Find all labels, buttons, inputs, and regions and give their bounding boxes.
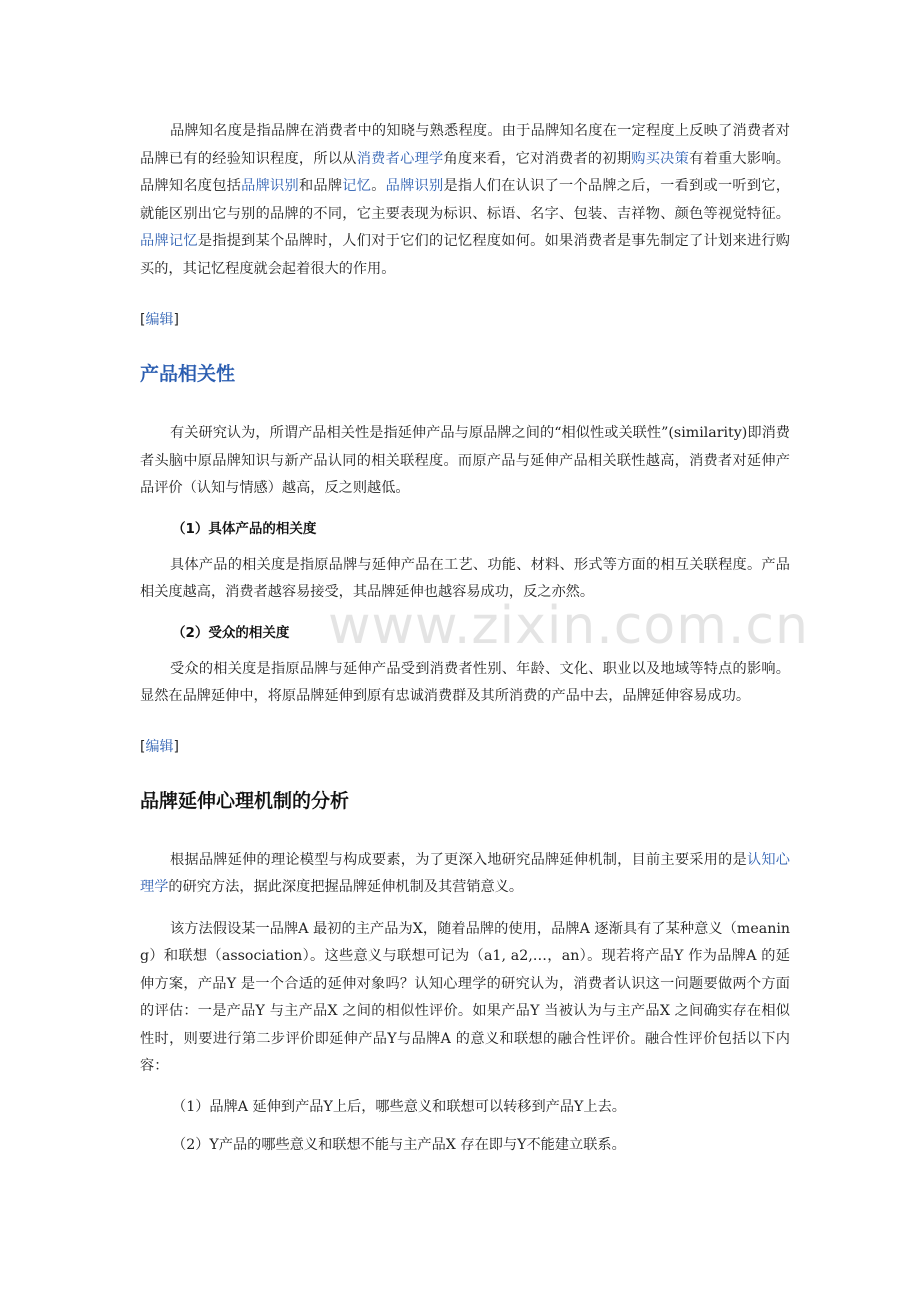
list-item-1: （1）品牌A 延伸到产品Y上后，哪些意义和联想可以转移到产品Y上去。 [172, 1098, 626, 1115]
section-title-product-relevance: 产品相关性 [140, 363, 236, 385]
paragraph-relevance-intro: 有关研究认为，所谓产品相关性是指延伸产品与原品牌之间的“相似性或关联性”(similarity)即消费者头脑中原品牌知识与新产品认同的相关联程度。而原产品与延伸产品相关联性越高，消费者对延伸产品评价（认知与情感）越高，反之则越低。 [140, 425, 790, 496]
link-memory[interactable]: 记忆 [342, 178, 372, 194]
edit-button-2[interactable]: 编辑 [145, 738, 174, 755]
subheading-audience: （2）受众的相关度 [172, 624, 290, 641]
edit-link-1: [编辑] [140, 312, 179, 328]
paragraph-brand-awareness: 品牌知名度是指品牌在消费者中的知晓与熟悉程度。由于品牌知名度在一定程度上反映了消费者对品牌已有的经验知识程度，所以从消费者心理学角度来看，它对消费者的初期购买决策有着重大影响。品牌知名度包括品牌识别和品牌记忆。品牌识别是指人们在认识了一个品牌之后，一看到或一听到它，就能区别出它与别的品牌的不同，它主要表现为标识、标语、名字、包装、吉祥物、颜色等视觉特征。品牌记忆是指提到某个品牌时，人们对于它们的记忆程度如何。如果消费者是事先制定了计划来进行购买的，其记忆程度就会起着很大的作用。 [140, 123, 790, 277]
paragraph-mechanism-intro: 根据品牌延伸的理论模型与构成要素，为了更深入地研究品牌延伸机制，目前主要采用的是认知心理学的研究方法，据此深度把握品牌延伸机制及其营销意义。 [140, 851, 790, 895]
edit-link-2: [编辑] [140, 738, 179, 755]
link-cognitive-psychology[interactable]: 认知心理学 [140, 851, 790, 895]
paragraph-specific-product: 具体产品的相关度是指原品牌与延伸产品在工艺、功能、材料、形式等方面的相互关联程度。产品相关度越高，消费者越容易接受，其品牌延伸也越容易成功，反之亦然。 [140, 556, 790, 600]
link-brand-recognition-2[interactable]: 品牌识别 [385, 178, 444, 194]
article-body [140, 118, 790, 1157]
link-brand-memory[interactable]: 品牌记忆 [140, 233, 198, 249]
edit-button-1[interactable]: 编辑 [145, 312, 174, 328]
subheading-specific-product: （1）具体产品的相关度 [172, 520, 317, 537]
link-brand-recognition[interactable]: 品牌识别 [241, 178, 299, 194]
section-title-mechanism: 品牌延伸心理机制的分析 [140, 789, 350, 812]
list-item-2: （2）Y产品的哪些意义和联想不能与主产品X 存在即与Y不能建立联系。 [172, 1136, 626, 1153]
paragraph-audience: 受众的相关度是指原品牌与延伸产品受到消费者性别、年龄、文化、职业以及地域等特点的影响。显然在品牌延伸中，将原品牌延伸到原有忠诚消费群及其所消费的产品中去，品牌延伸容易成功。 [140, 660, 790, 704]
watermark: www.zixin.com.cn [328, 596, 809, 656]
link-consumer-psychology[interactable]: 消费者心理学 [356, 150, 444, 167]
paragraph-method: 该方法假设某一品牌A 最初的主产品为X，随着品牌的使用，品牌A 逐渐具有了某种意义（meaning）和联想（association）。这些意义与联想可记为（a1, a2,…，an）。现若将产品Y 作为品牌A 的延伸方案，产品Y 是一个合适的延伸对象吗？认知心理学的研究认为，消费者认识这一问题要做两个方面的评估：一是产品Y 与主产品X 之间的相似性评价。如果产品Y 当被认为与主产品X 之间确实存在相似性时，则要进行第二步评价即延伸产品Y与品牌A 的意义和联想的融合性评价。融合性评价包括以下内容： [140, 920, 790, 1074]
link-purchase-decision[interactable]: 购买决策 [631, 150, 690, 167]
